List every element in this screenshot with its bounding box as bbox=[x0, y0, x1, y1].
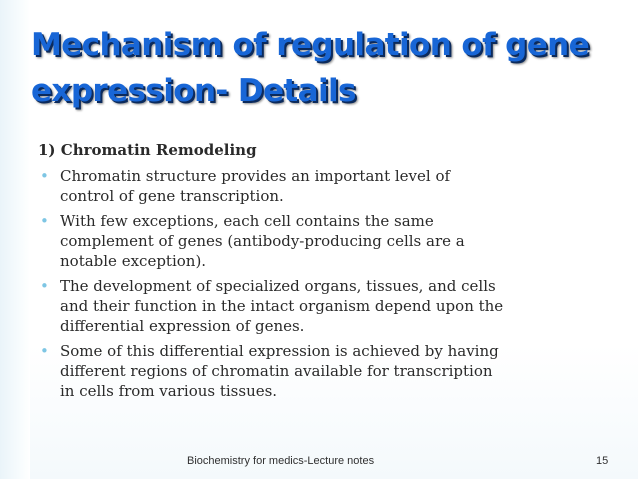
bullet-item bbox=[38, 341, 613, 401]
bullet-list bbox=[38, 166, 613, 401]
bullet-text-line: in cells from various tissues. bbox=[60, 382, 278, 400]
bullet-item bbox=[38, 276, 613, 336]
bullet-text-line: and their function in the intact organism depend upon the bbox=[60, 297, 504, 315]
bullet-item bbox=[38, 166, 613, 206]
bullet-item bbox=[38, 211, 613, 271]
bullet-dot-icon: • bbox=[40, 342, 49, 360]
slide-title bbox=[31, 22, 631, 114]
page-number: 15 bbox=[596, 455, 609, 467]
bullet-text-line: Chromatin structure provides an important level of bbox=[60, 167, 451, 185]
slide-footer bbox=[0, 452, 638, 470]
bullet-text-line: control of gene transcription. bbox=[60, 187, 284, 205]
bullet-text-line: different regions of chromatin available for transcription bbox=[60, 362, 493, 380]
slide-title-line: expression- Details bbox=[31, 73, 356, 109]
bullet-text-line: With few exceptions, each cell contains the same bbox=[60, 212, 434, 230]
section-subheading: 1) Chromatin Remodeling bbox=[38, 141, 257, 159]
bullet-text-line: The development of specialized organs, tissues, and cells bbox=[60, 277, 496, 295]
bullet-text-line: notable exception). bbox=[60, 252, 207, 270]
bullet-text-line: complement of genes (antibody-producing cells are a bbox=[60, 232, 465, 250]
slide-body bbox=[38, 140, 613, 406]
bullet-dot-icon: • bbox=[40, 277, 49, 295]
footer-text: Biochemistry for medics-Lecture notes bbox=[187, 455, 375, 467]
bullet-text-line: Some of this differential expression is achieved by having bbox=[60, 342, 499, 360]
bullet-text-line: differential expression of genes. bbox=[60, 317, 305, 335]
slide-title-line: Mechanism of regulation of gene bbox=[31, 27, 590, 63]
bullet-dot-icon: • bbox=[40, 167, 49, 185]
bullet-dot-icon: • bbox=[40, 212, 49, 230]
slide-left-accent bbox=[0, 0, 30, 479]
